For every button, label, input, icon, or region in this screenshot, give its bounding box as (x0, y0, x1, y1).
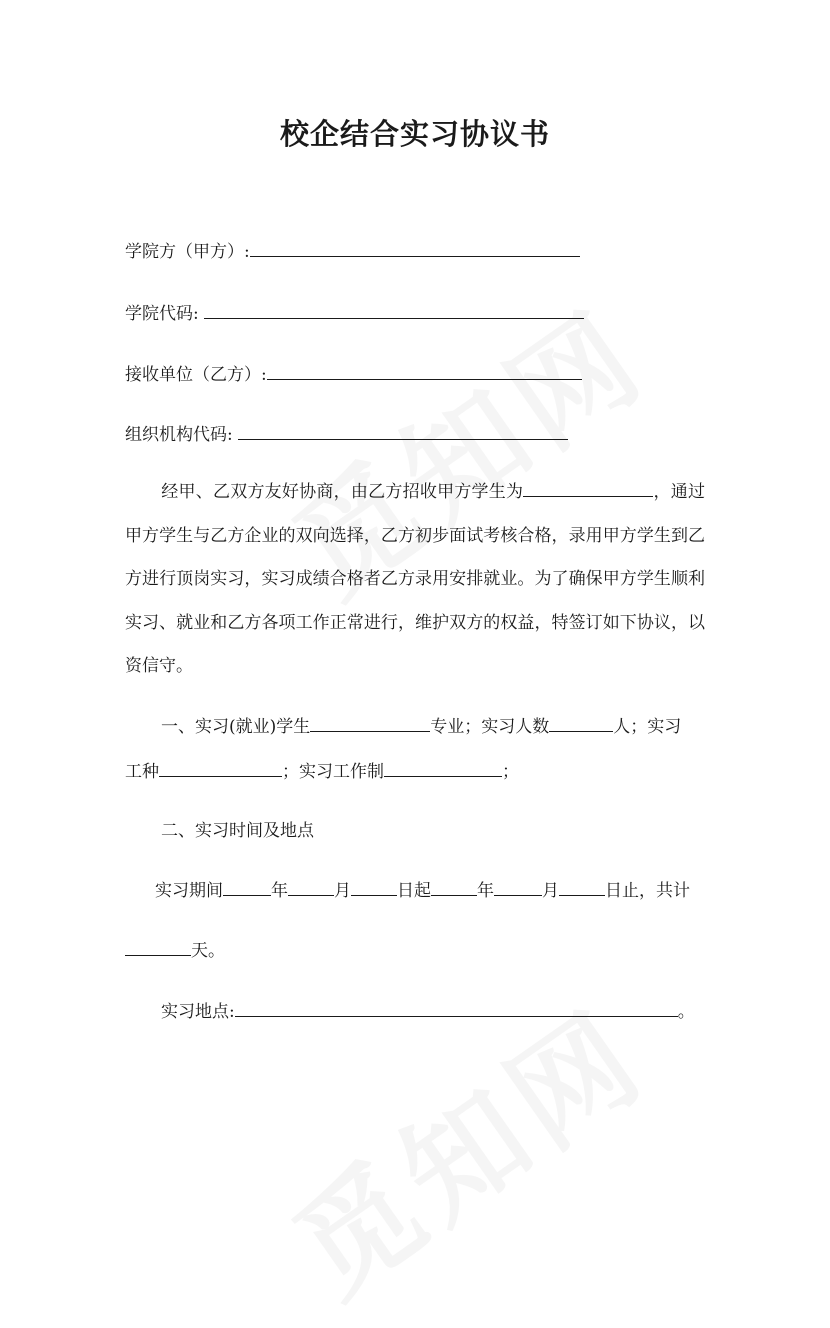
org-code-label: 组织机构代码: (125, 425, 233, 445)
work-system-blank (384, 758, 502, 777)
end-year-blank (431, 877, 477, 896)
intro-blank (523, 478, 653, 497)
section1-text-f: ； (502, 762, 519, 782)
section2-heading: 二、实习时间及地点 (161, 821, 314, 841)
end-day-blank (559, 877, 605, 896)
org-code-blank (238, 421, 568, 440)
days-unit: 天。 (191, 941, 225, 961)
college-blank (250, 238, 580, 257)
section1-text-c: 人；实习 (613, 717, 682, 737)
section1-heading: 一、实习(就业)学生 (161, 717, 311, 737)
month-label-2: 月 (542, 881, 559, 901)
college-code-blank (204, 300, 584, 319)
section1-line1 (161, 713, 681, 740)
month-label-1: 月 (334, 881, 351, 901)
receiver-field (125, 361, 582, 388)
document-title: 校企结合实习协议书 (279, 117, 550, 151)
start-year-blank (223, 877, 271, 896)
place-label: 实习地点: (161, 1002, 235, 1022)
start-day-blank (351, 877, 397, 896)
place-line (161, 998, 695, 1025)
major-blank (310, 713, 430, 732)
org-code-field (125, 421, 568, 448)
college-field (125, 238, 580, 265)
period-line (155, 877, 690, 904)
section1-text-d: 工种 (125, 762, 159, 782)
college-label: 学院方（甲方）: (125, 242, 250, 262)
year-label-1: 年 (271, 881, 288, 901)
count-blank (549, 713, 613, 732)
place-end: 。 (677, 1002, 695, 1022)
college-code-field (125, 300, 584, 327)
end-month-blank (494, 877, 542, 896)
day-to-label: 日止，共计 (605, 881, 690, 901)
days-line (125, 937, 225, 964)
college-code-label: 学院代码: (125, 304, 199, 324)
year-label-2: 年 (477, 881, 494, 901)
period-label: 实习期间 (155, 881, 223, 901)
place-blank (235, 998, 678, 1017)
intro-text-2: ，通过甲方学生与乙方企业的双向选择，乙方初步面试考核合格，录用甲方学生到乙方进行顶岗实习，实习成绩合格者乙方录用安排就业。为了确保甲方学生顺利实习、就业和乙方各项工作正常进行，维护双方的权益，特签订如下协议，以资信守。 (125, 482, 706, 676)
receiver-label: 接收单位（乙方）: (125, 365, 267, 385)
receiver-blank (267, 361, 582, 380)
start-month-blank (288, 877, 334, 896)
intro-text-1: 经甲、乙双方友好协商，由乙方招收甲方学生为 (161, 482, 524, 502)
section1-text-e: ；实习工作制 (282, 762, 384, 782)
day-from-label: 日起 (397, 881, 431, 901)
section1-text-b: 专业；实习人数 (430, 717, 550, 737)
job-type-blank (159, 758, 282, 777)
section1-line2 (125, 758, 519, 785)
intro-paragraph (125, 471, 705, 689)
total-days-blank (125, 937, 191, 956)
